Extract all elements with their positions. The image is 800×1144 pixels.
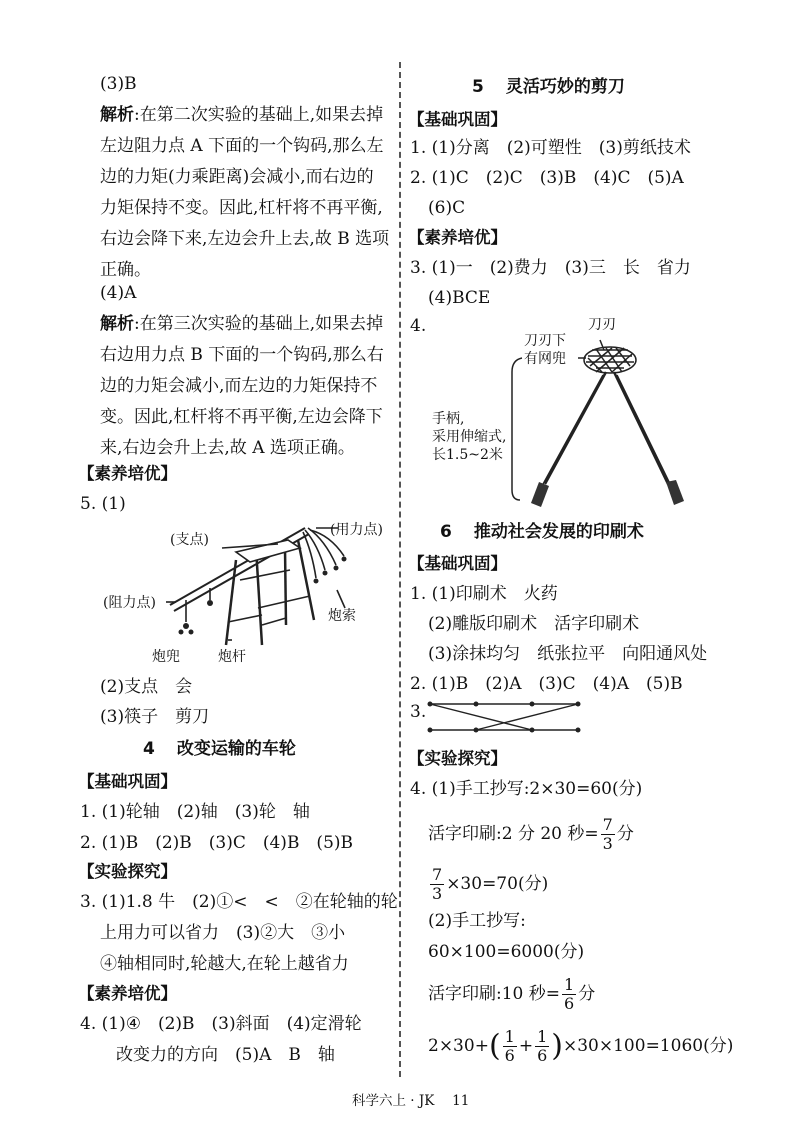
ch5-question-2-line-2: (6)C [428,198,466,218]
ch4-question-3-line-2: 上用力可以省力 (3)②大 ③小 [100,923,346,943]
ch4-question-1: 1. (1)轮轴 (2)轴 (3)轮 轴 [80,802,310,822]
open-paren: ( [488,1028,501,1064]
analysis-1-line-5: 右边会降下来,左边会升上去,故 B 选项 [100,229,390,249]
section-heading: 【基础巩固】 [408,110,507,129]
label-net-line-2: 有网兜 [524,351,566,367]
label-fulcrum: (支点) [170,532,209,548]
analysis-text: :在第三次实验的基础上,如果去掉 [134,314,384,334]
chapter-title: 灵活巧妙的剪刀 [505,77,625,97]
chapter-number: 5 [472,77,484,97]
label-pole: 炮杆 [218,649,246,665]
numerator: 1 [504,1027,515,1046]
ch5-question-2-line-1: 2. (1)C (2)C (3)B (4)C (5)A [410,168,684,188]
ch6-question-4-line-5: 60×100=6000(分) [428,942,585,962]
ch6-question-4-line-4: (2)手工抄写: [428,911,526,931]
ch6-question-1-line-2: (2)雕版印刷术 活字印刷术 [428,614,640,634]
ch6-question-4-line-6 [428,976,595,1013]
label-effort-point: (用力点) [330,522,383,538]
analysis-label: 解析 [100,105,134,125]
numerator: 7 [602,815,613,834]
analysis-2-line-5: 来,右边会升上去,故 A 选项正确。 [100,438,355,458]
analysis-1-line-4: 力矩保持不变。因此,杠杆将不再平衡, [100,198,383,218]
analysis-1-line-2: 左边阻力点 A 下面的一个钩码,那么左 [100,136,384,156]
analysis-label: 解析 [100,314,134,334]
ch5-question-1: 1. (1)分离 (2)可塑性 (3)剪纸技术 [410,138,691,158]
question-5-part-3: (3)筷子 剪刀 [100,707,210,727]
text: ×30=70(分) [446,874,549,894]
label-pouch: 炮兜 [152,649,180,665]
plus-sign: + [518,1036,534,1056]
chapter-title: 改变运输的车轮 [176,739,296,759]
label-handle-line-2: 采用伸缩式, [432,429,507,445]
text: 分 [616,824,634,844]
ch4-question-3-line-3: ④轴相同时,轮越大,在轮上越省力 [100,954,349,974]
fraction [430,866,444,903]
chapter-number: 4 [143,739,155,759]
label-load-point: (阻力点) [103,595,156,611]
ch4-question-4-line-1: 4. (1)④ (2)B (3)斜面 (4)定滑轮 [80,1014,362,1034]
ch4-question-2: 2. (1)B (2)B (3)C (4)B (5)B [80,833,354,853]
label-handle-line-3: 长1.5~2米 [432,447,503,463]
fraction [503,1028,517,1065]
denominator: 3 [602,834,613,853]
ch6-question-1-line-3: (3)涂抹均匀 纸张拉平 向阳通风处 [428,644,708,664]
ch6-question-2: 2. (1)B (2)A (3)C (4)A (5)B [410,674,683,694]
denominator: 6 [537,1046,548,1065]
label-net-line-1: 刀刃下 [524,333,566,349]
ch4-question-4-line-2: 改变力的方向 (5)A B 轴 [116,1045,335,1065]
text: 2×30+ [428,1036,489,1056]
question-5: 5. (1) [80,494,126,514]
analysis-text: :在第二次实验的基础上,如果去掉 [134,105,384,125]
ch6-question-3: 3. [410,702,427,722]
fraction [601,816,615,853]
chapter-number: 6 [440,522,452,542]
denominator: 3 [432,884,443,903]
section-heading: 【基础巩固】 [408,554,507,573]
numerator: 1 [537,1027,548,1046]
section-heading: 【实验探究】 [78,862,177,881]
analysis-2-line-2: 右边用力点 B 下面的一个钩码,那么右 [100,345,384,365]
section-heading: 【素养培优】 [78,984,177,1003]
analysis-1-line-3: 边的力矩(力乘距离)会减小,而右边的 [100,167,374,187]
close-paren: ) [551,1028,563,1064]
section-heading: 【素养培优】 [408,228,507,247]
chapter-title: 推动社会发展的印刷术 [473,522,644,542]
label-rope: 炮索 [328,608,356,624]
fraction [562,976,576,1013]
ch6-question-1-line-1: 1. (1)印刷术 火药 [410,584,558,604]
section-heading: 【素养培优】 [78,464,177,483]
text: ×30×100=1060(分) [563,1036,734,1056]
page-footer: 科学六上 · JK 11 [352,1093,470,1109]
ch6-question-4-line-2 [428,816,634,853]
ch5-question-3-line-1: 3. (1)一 (2)费力 (3)三 长 省力 [410,258,691,278]
answer-3b: (3)B [100,74,137,94]
label-blade: 刀刃 [588,317,616,333]
section-heading: 【实验探究】 [408,749,507,768]
numerator: 7 [432,865,443,884]
text: 活字印刷:2 分 20 秒= [428,824,599,844]
ch4-question-3-line-1: 3. (1)1.8 牛 (2)①< < ②在轮轴的轮 [80,892,398,912]
fraction [535,1028,549,1065]
numerator: 1 [564,975,575,994]
question-5-part-2: (2)支点 会 [100,677,193,697]
denominator: 6 [564,994,575,1013]
ch6-question-4-line-7 [428,1028,733,1065]
answer-4a: (4)A [100,283,137,303]
label-handle-line-1: 手柄, [432,411,465,427]
ch6-question-4-line-1: 4. (1)手工抄写:2×30=60(分) [410,779,643,799]
ch5-question-4: 4. [410,316,427,336]
ch5-question-3-line-2: (4)BCE [428,288,491,308]
denominator: 6 [504,1046,515,1065]
text: 分 [578,984,596,1004]
analysis-2-line-3: 边的力矩会减小,而左边的力矩保持不 [100,376,378,396]
section-heading: 【基础巩固】 [78,772,177,791]
analysis-1-line-6: 正确。 [100,260,151,280]
analysis-2-line-4: 变。因此,杠杆将不再平衡,左边会降下 [100,407,383,427]
ch6-question-4-line-3 [428,866,548,903]
text: 活字印刷:10 秒= [428,984,561,1004]
